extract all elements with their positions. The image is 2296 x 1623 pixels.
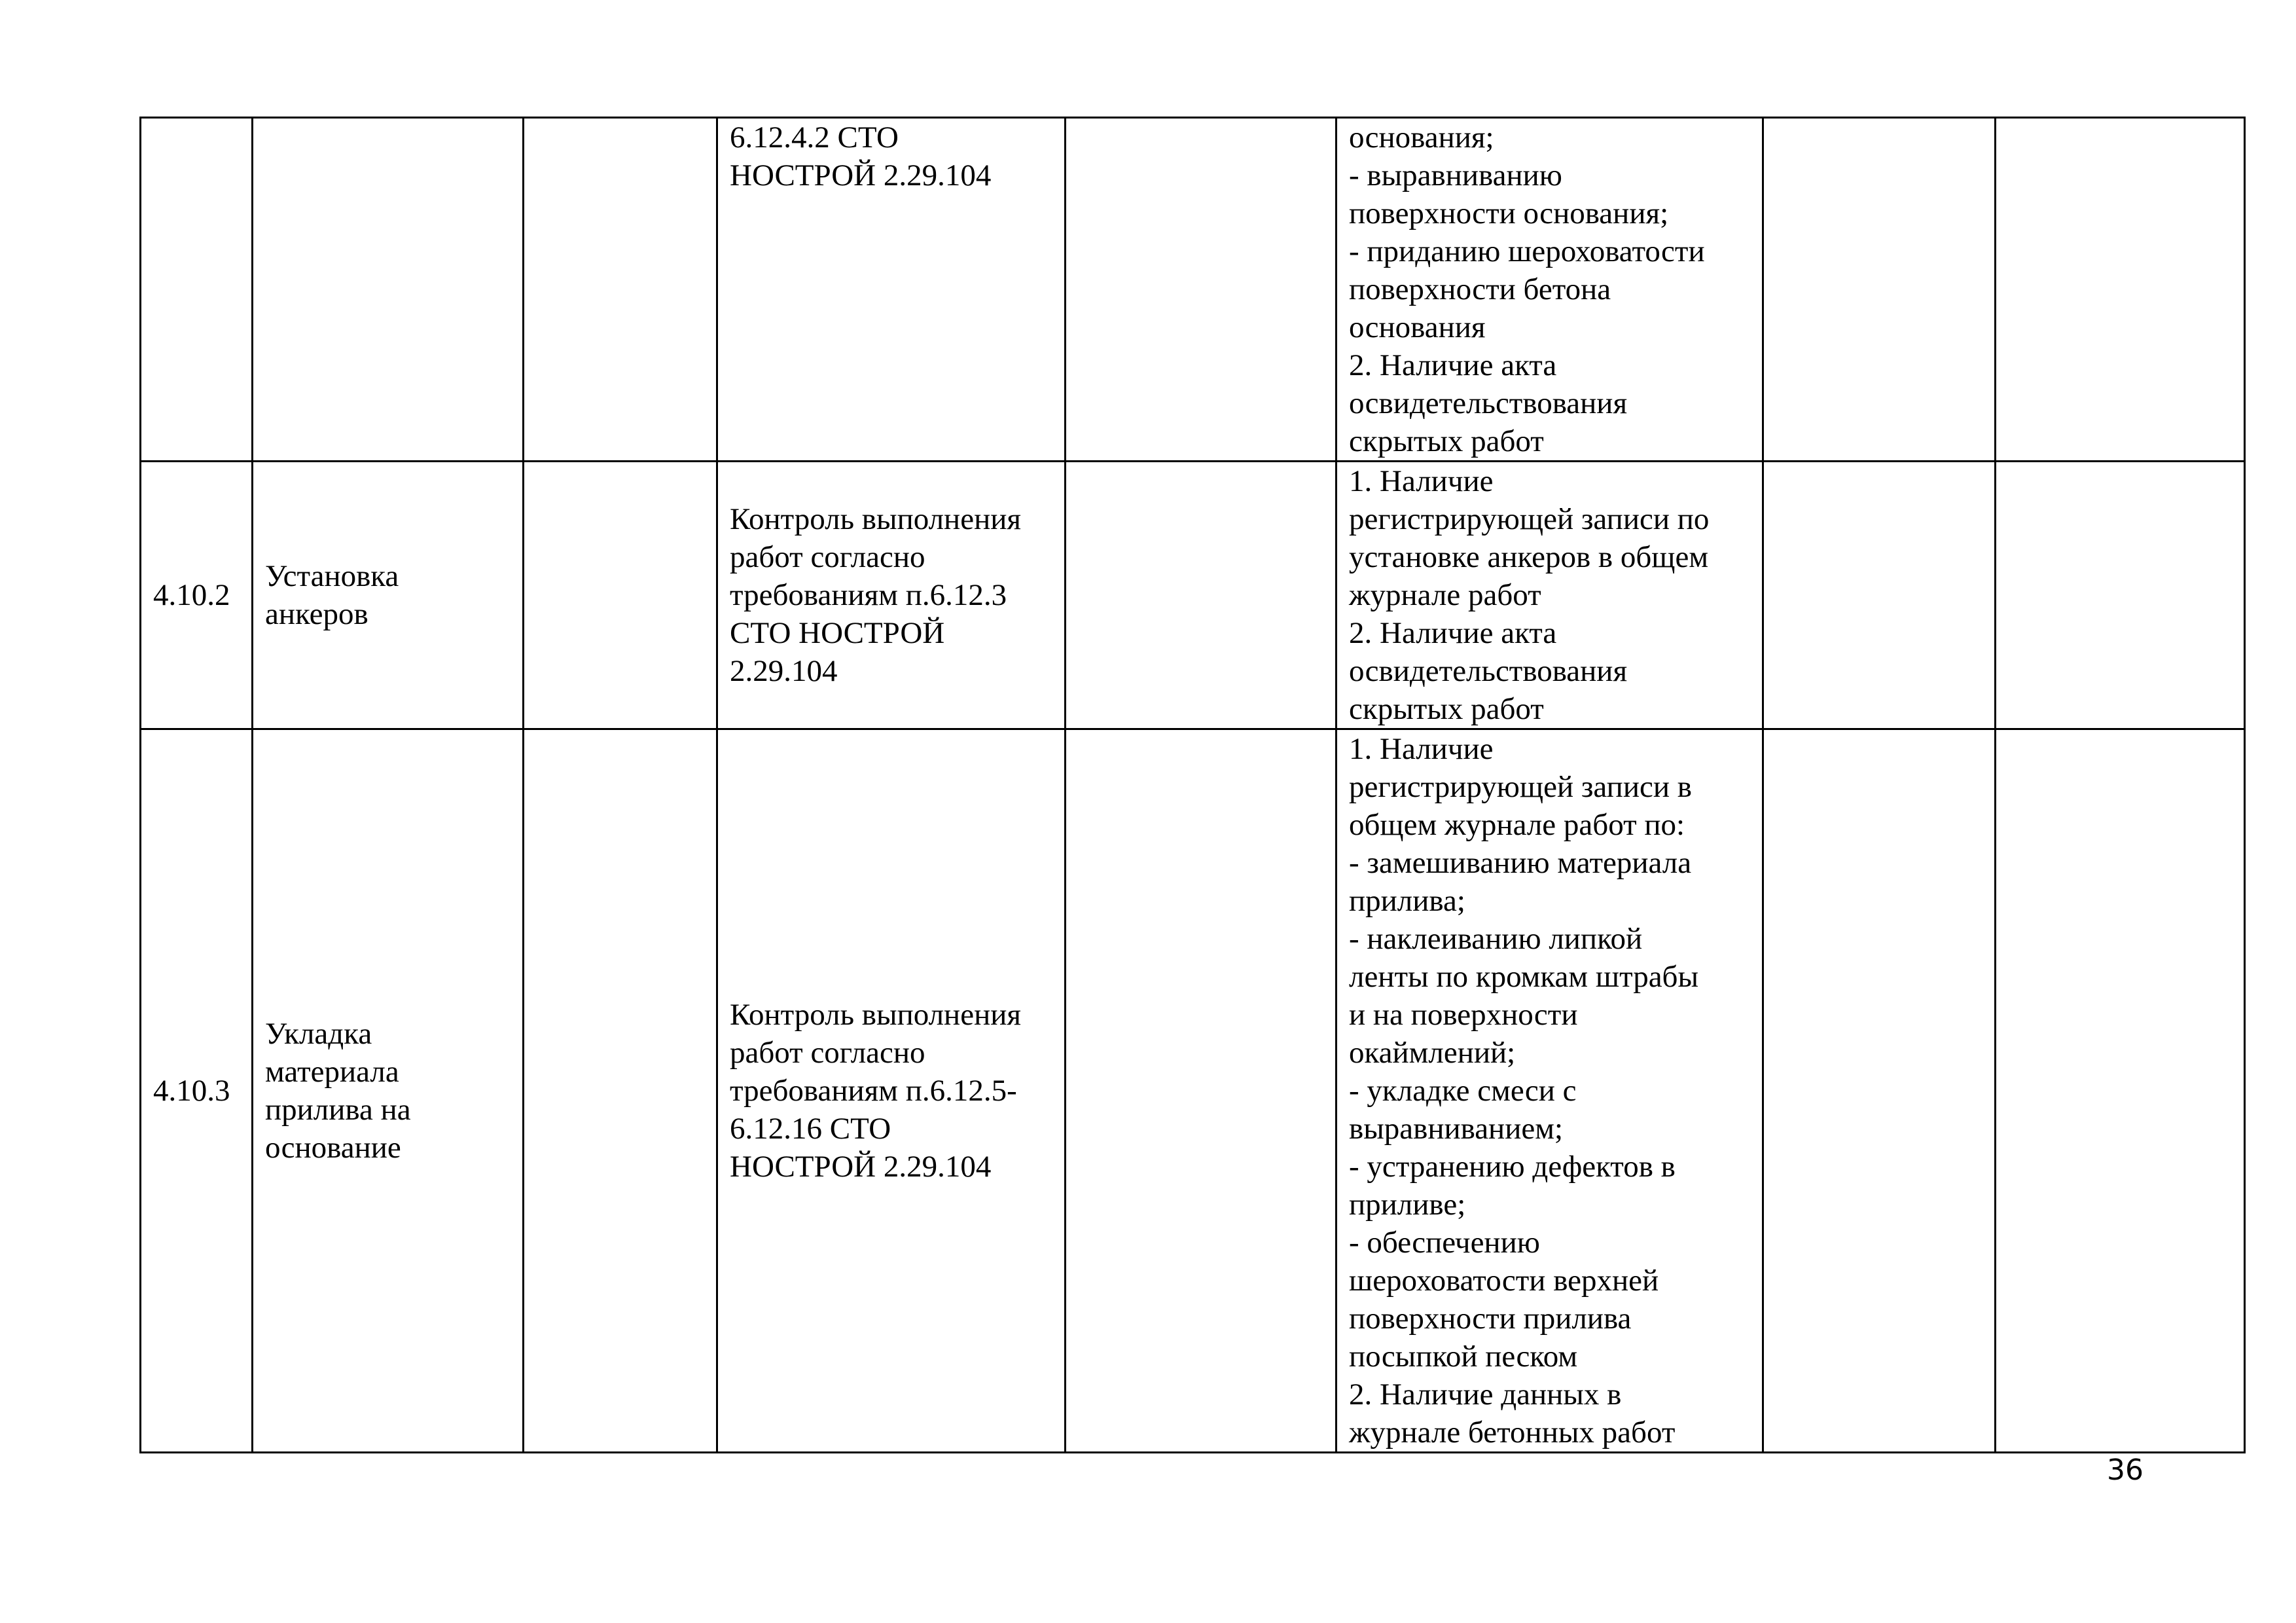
table-row — [141, 729, 2245, 1453]
control-table — [139, 117, 2246, 1453]
item-number-cell — [141, 118, 253, 462]
control-requirement-cell: Контроль выполнения работ согласно требованиям п.6.12.5- 6.12.16 СТО НОСТРОЙ 2.29.104 — [717, 729, 1066, 1453]
control-requirement-cell: Контроль выполнения работ согласно требованиям п.6.12.3 СТО НОСТРОЙ 2.29.104 — [717, 462, 1066, 729]
empty-cell — [1066, 462, 1336, 729]
item-number-cell: 4.10.3 — [141, 729, 253, 1453]
empty-cell — [1763, 729, 1996, 1453]
empty-cell — [1066, 729, 1336, 1453]
item-number-cell: 4.10.2 — [141, 462, 253, 729]
work-name-cell: Установка анкеров — [253, 462, 524, 729]
empty-cell — [1996, 729, 2245, 1453]
empty-cell — [1066, 118, 1336, 462]
work-name-cell: Укладка материала прилива на основание — [253, 729, 524, 1453]
empty-cell — [1996, 462, 2245, 729]
documentation-cell: 1. Наличие регистрирующей записи по установке анкеров в общем журнале работ 2. Наличие акта освидетельствования скрытых работ — [1336, 462, 1763, 729]
documentation-cell: 1. Наличие регистрирующей записи в общем журнале работ по: - замешиванию материала прилива; - наклеиванию липкой ленты по кромкам штрабы и на поверхности окаймлений; - укладке смеси с выравниванием; - устранению дефектов в приливе; - обеспечению шероховатости верхней поверхности прилива посыпкой песком 2. Наличие данных в журнале бетонных работ — [1336, 729, 1763, 1453]
empty-cell — [1763, 118, 1996, 462]
empty-cell — [524, 118, 717, 462]
documentation-cell: основания; - выравниванию поверхности основания; - приданию шероховатости поверхности бетона основания 2. Наличие акта освидетельствования скрытых работ — [1336, 118, 1763, 462]
empty-cell — [1763, 462, 1996, 729]
empty-cell — [524, 729, 717, 1453]
page-number: 36 — [2107, 1453, 2144, 1487]
table-row — [141, 462, 2245, 729]
control-requirement-cell: 6.12.4.2 СТО НОСТРОЙ 2.29.104 — [717, 118, 1066, 462]
empty-cell — [524, 462, 717, 729]
table-row — [141, 118, 2245, 462]
empty-cell — [1996, 118, 2245, 462]
work-name-cell — [253, 118, 524, 462]
